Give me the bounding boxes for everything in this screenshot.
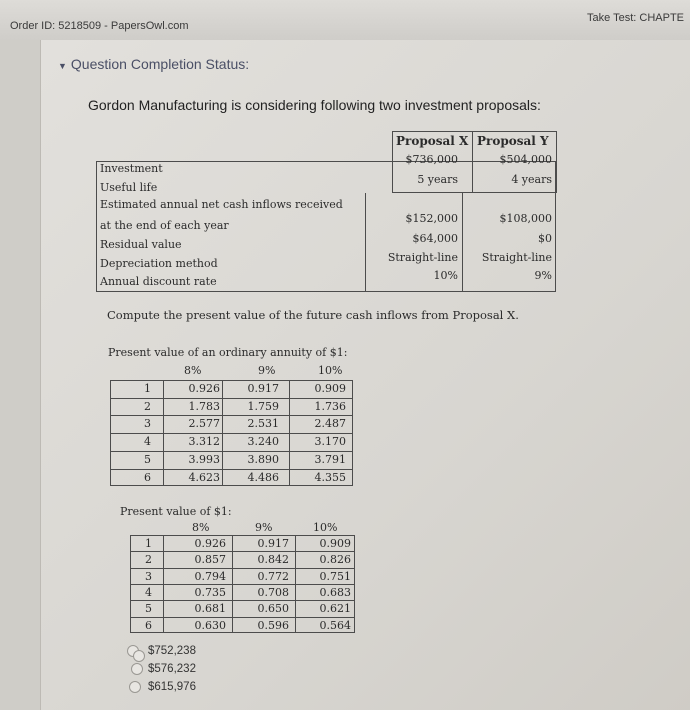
period-cell: 4 [145,585,152,599]
row-label-cash-inflows: Estimated annual net cash inflows received [100,198,343,211]
factor-cell: 0.826 [319,553,351,567]
row-label-useful-life: Useful life [100,181,158,194]
y-investment: $504,000 [499,153,552,166]
grid-divider [110,451,353,452]
pv-rate-9: 9% [255,521,273,534]
row-label-discount: Annual discount rate [100,275,217,288]
choice-3-label[interactable]: $615,976 [148,681,196,693]
factor-cell: 0.926 [194,537,226,550]
annuity-table-title: Present value of an ordinary annuity of $1: [108,346,348,359]
proposal-x-header: Proposal X [396,134,469,148]
x-investment: $736,000 [405,153,458,166]
factor-cell: 4.355 [314,470,346,484]
factor-cell: 0.857 [194,553,226,567]
factor-cell: 2.487 [314,417,346,431]
y-useful-life: 4 years [511,173,552,186]
grid-divider [110,433,353,434]
factor-cell: 0.630 [194,618,226,632]
factor-cell: 0.917 [247,382,279,395]
factor-cell: 1.759 [247,399,279,413]
factor-cell: 4.623 [188,470,220,484]
proposal-y-header: Proposal Y [477,134,549,148]
factor-cell: 0.751 [319,569,351,583]
factor-cell: 3.993 [188,452,220,466]
factor-cell: 0.708 [257,585,289,599]
grid-divider [130,617,355,618]
take-test-breadcrumb[interactable]: Take Test: CHAPTE [587,12,684,24]
row-label-depreciation: Depreciation method [100,257,218,270]
factor-cell: 0.596 [257,618,289,632]
divider [365,193,366,291]
period-cell: 2 [144,399,151,413]
row-label-cash-inflows-2: at the end of each year [100,219,229,232]
grid-divider [110,469,353,470]
choice-radio[interactable] [129,681,141,693]
factor-cell: 0.621 [319,602,351,616]
period-cell: 6 [145,618,152,632]
question-prompt: Compute the present value of the future cash inflows from Proposal X. [107,308,519,322]
grid-divider [130,584,355,585]
factor-cell: 3.312 [188,435,220,449]
grid-divider [110,415,353,416]
pv-table-title: Present value of $1: [120,505,232,518]
grid-divider [130,600,355,601]
period-cell: 6 [144,470,151,484]
factor-cell: 1.736 [314,399,346,413]
x-useful-life: 5 years [417,173,458,186]
factor-cell: 1.783 [188,399,220,413]
question-completion-status[interactable] [58,56,249,72]
row-label-residual: Residual value [100,238,182,251]
y-depreciation: Straight-line [481,251,552,264]
choice-1-label[interactable]: $752,238 [148,645,196,657]
x-discount: 10% [433,269,458,282]
factor-cell: 0.772 [257,569,289,583]
choice-radio[interactable] [131,663,143,675]
y-cash-inflows: $108,000 [499,212,552,225]
y-residual: $0 [538,232,552,245]
factor-cell: 0.917 [257,537,289,550]
period-cell: 1 [145,537,152,550]
question-title: Gordon Manufacturing is considering following two investment proposals: [88,97,541,113]
factor-cell: 0.650 [257,602,289,616]
factor-cell: 0.926 [188,382,220,395]
factor-cell: 0.683 [319,585,351,599]
choice-2-label[interactable]: $576,232 [148,663,196,675]
factor-cell: 0.564 [319,618,351,632]
pv-rate-8: 8% [192,521,210,534]
factor-cell: 0.735 [194,585,226,599]
period-cell: 4 [144,435,151,449]
pv-rate-10: 10% [313,521,338,534]
x-residual: $64,000 [412,232,458,245]
chevron-down-icon: ▼ [58,61,67,71]
order-id-text: Order ID: 5218509 - PapersOwl.com [10,20,189,32]
annuity-rate-9: 9% [258,364,276,377]
grid-divider [130,551,355,552]
period-cell: 5 [145,602,152,616]
factor-cell: 0.909 [319,537,351,550]
factor-cell: 0.794 [194,569,226,583]
annuity-rate-10: 10% [318,364,343,377]
factor-cell: 2.577 [188,417,220,431]
factor-cell: 3.791 [314,452,346,466]
period-cell: 5 [144,452,151,466]
factor-cell: 3.170 [314,435,346,449]
factor-cell: 0.842 [257,553,289,567]
period-cell: 3 [145,569,152,583]
y-discount: 9% [534,269,552,282]
factor-cell: 4.486 [247,470,279,484]
factor-cell: 0.681 [194,602,226,616]
top-bar [0,0,690,40]
choice-radio[interactable] [133,650,145,662]
x-depreciation: Straight-line [387,251,458,264]
factor-cell: 0.909 [314,382,346,395]
factor-cell: 2.531 [247,417,279,431]
period-cell: 2 [145,553,152,567]
divider [462,193,463,291]
annuity-rate-8: 8% [184,364,202,377]
row-label-investment: Investment [100,162,163,175]
factor-cell: 3.240 [247,435,279,449]
period-cell: 3 [144,417,151,431]
period-cell: 1 [144,382,151,395]
grid-divider [110,398,353,399]
x-cash-inflows: $152,000 [405,212,458,225]
grid-divider [130,568,355,569]
factor-cell: 3.890 [247,452,279,466]
status-label: Question Completion Status: [70,56,250,72]
